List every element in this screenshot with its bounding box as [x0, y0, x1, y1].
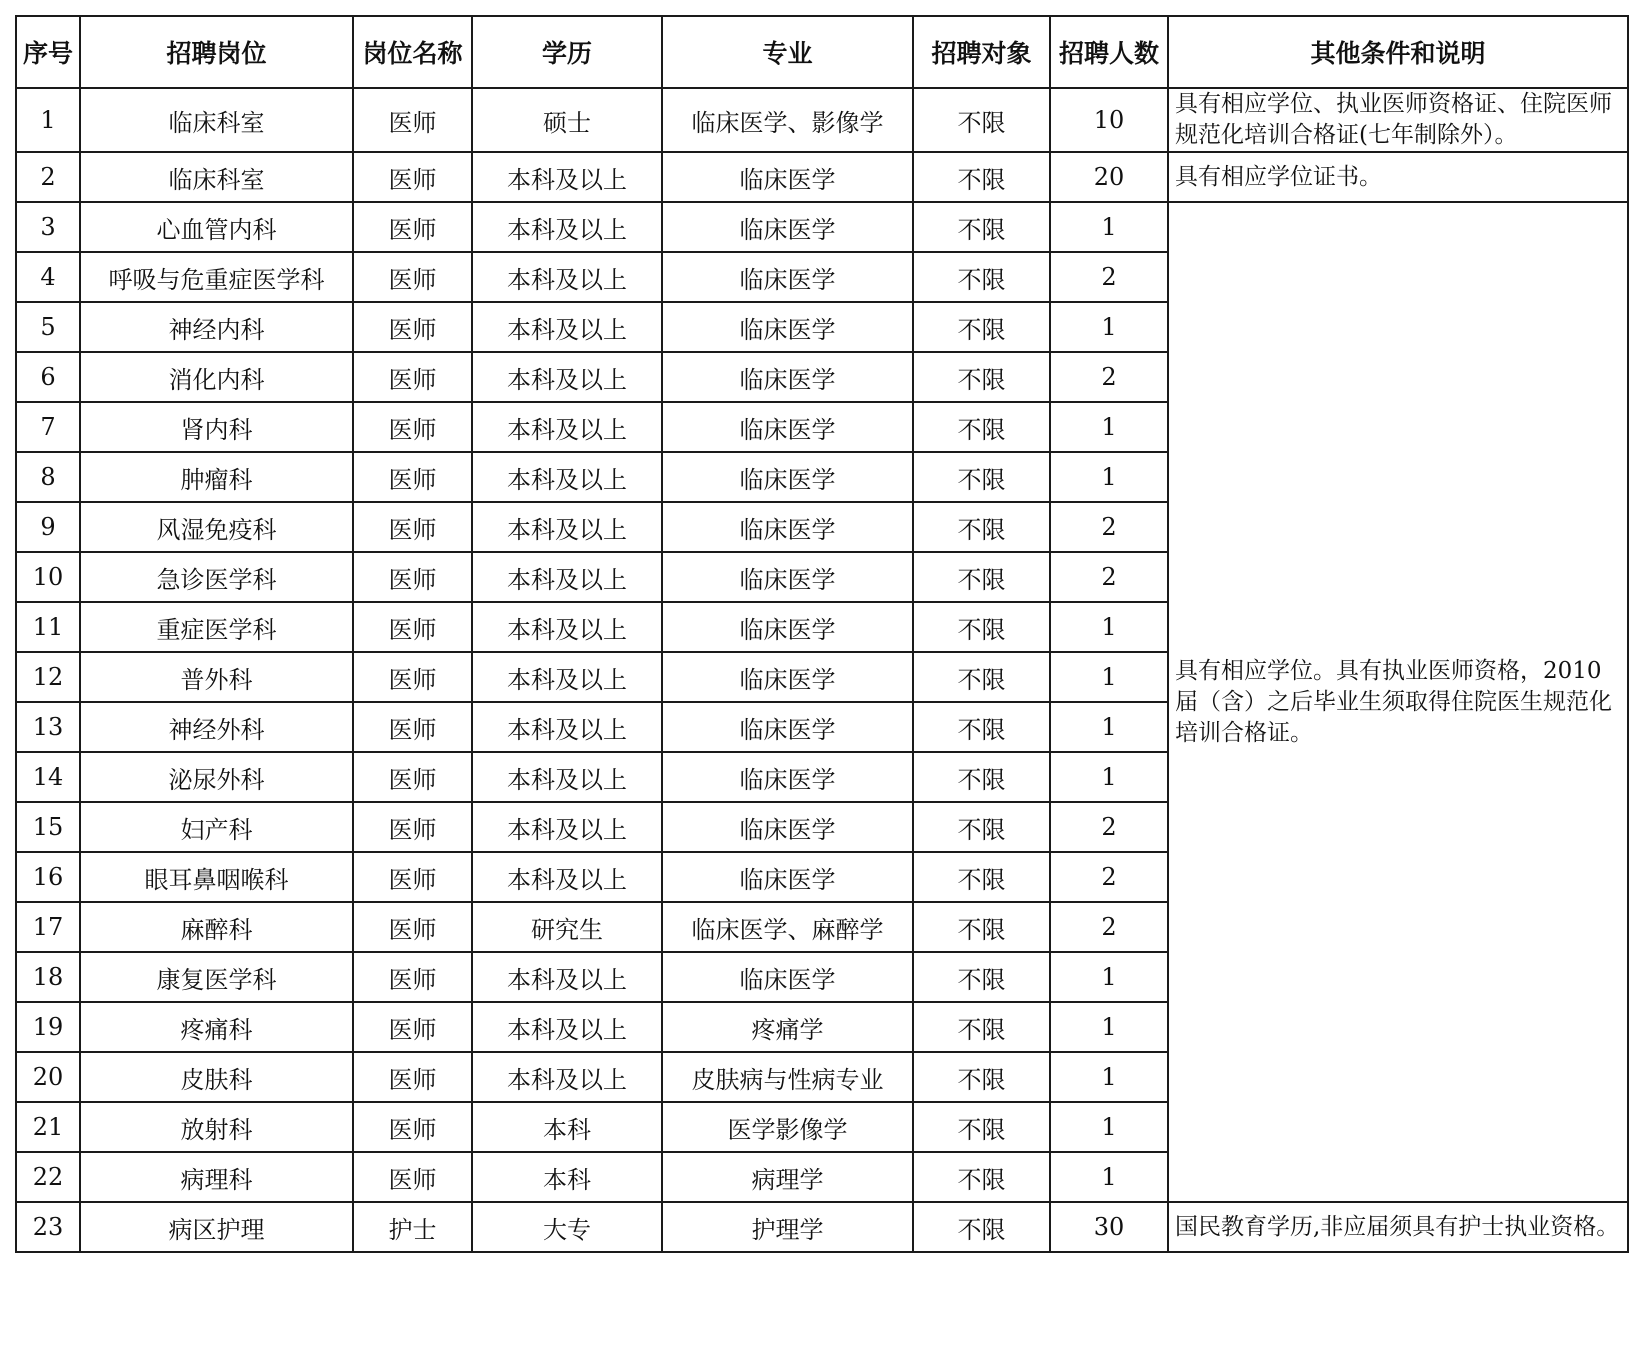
cell-major: 临床医学: [662, 852, 913, 902]
cell-position: 医师: [353, 602, 472, 652]
cell-major: 临床医学、影像学: [662, 88, 913, 152]
cell-notes: 具有相应学位证书。: [1168, 152, 1628, 202]
table-body: [16, 88, 1628, 1252]
cell-major: 皮肤病与性病专业: [662, 1052, 913, 1102]
cell-index: 23: [16, 1202, 80, 1252]
cell-notes: 具有相应学位。具有执业医师资格，2010届（含）之后毕业生须取得住院医生规范化培训合格证。: [1168, 202, 1628, 1202]
cell-target: 不限: [913, 852, 1050, 902]
cell-department: 肿瘤科: [80, 452, 353, 502]
cell-target: 不限: [913, 302, 1050, 352]
cell-count: 30: [1050, 1202, 1168, 1252]
cell-count: 10: [1050, 88, 1168, 152]
cell-education: 硕士: [472, 88, 662, 152]
cell-department: 普外科: [80, 652, 353, 702]
cell-education: 本科及以上: [472, 202, 662, 252]
cell-index: 14: [16, 752, 80, 802]
cell-position: 医师: [353, 502, 472, 552]
cell-count: 1: [1050, 1152, 1168, 1202]
cell-education: 本科及以上: [472, 152, 662, 202]
table-row: [16, 152, 1628, 202]
cell-count: 1: [1050, 1052, 1168, 1102]
cell-position: 医师: [353, 152, 472, 202]
cell-position: 医师: [353, 252, 472, 302]
cell-department: 康复医学科: [80, 952, 353, 1002]
cell-count: 1: [1050, 752, 1168, 802]
cell-department: 消化内科: [80, 352, 353, 402]
cell-position: 医师: [353, 1002, 472, 1052]
cell-index: 20: [16, 1052, 80, 1102]
cell-major: 临床医学: [662, 452, 913, 502]
cell-department: 放射科: [80, 1102, 353, 1152]
cell-target: 不限: [913, 202, 1050, 252]
cell-education: 研究生: [472, 902, 662, 952]
cell-major: 临床医学: [662, 152, 913, 202]
cell-count: 2: [1050, 252, 1168, 302]
cell-index: 7: [16, 402, 80, 452]
cell-department: 风湿免疫科: [80, 502, 353, 552]
cell-department: 急诊医学科: [80, 552, 353, 602]
cell-count: 2: [1050, 902, 1168, 952]
cell-education: 本科及以上: [472, 1052, 662, 1102]
cell-education: 本科及以上: [472, 502, 662, 552]
cell-position: 医师: [353, 852, 472, 902]
cell-index: 4: [16, 252, 80, 302]
cell-target: 不限: [913, 1152, 1050, 1202]
cell-index: 18: [16, 952, 80, 1002]
cell-notes: 具有相应学位、执业医师资格证、住院医师规范化培训合格证(七年制除外）。: [1168, 88, 1628, 152]
cell-position: 医师: [353, 1152, 472, 1202]
cell-target: 不限: [913, 352, 1050, 402]
cell-education: 本科及以上: [472, 452, 662, 502]
cell-education: 本科及以上: [472, 802, 662, 852]
cell-department: 泌尿外科: [80, 752, 353, 802]
cell-education: 本科及以上: [472, 702, 662, 752]
cell-target: 不限: [913, 752, 1050, 802]
cell-index: 1: [16, 88, 80, 152]
cell-position: 医师: [353, 1102, 472, 1152]
cell-index: 13: [16, 702, 80, 752]
cell-department: 重症医学科: [80, 602, 353, 652]
header-major: 专业: [662, 16, 913, 88]
header-notes: 其他条件和说明: [1168, 16, 1628, 88]
cell-target: 不限: [913, 88, 1050, 152]
cell-index: 19: [16, 1002, 80, 1052]
cell-education: 大专: [472, 1202, 662, 1252]
header-count: 招聘人数: [1050, 16, 1168, 88]
cell-major: 临床医学: [662, 652, 913, 702]
cell-position: 医师: [353, 302, 472, 352]
table-row: [16, 202, 1628, 252]
cell-position: 医师: [353, 452, 472, 502]
cell-department: 病理科: [80, 1152, 353, 1202]
cell-target: 不限: [913, 1102, 1050, 1152]
cell-major: 临床医学: [662, 252, 913, 302]
cell-count: 1: [1050, 952, 1168, 1002]
cell-major: 临床医学: [662, 302, 913, 352]
cell-education: 本科及以上: [472, 302, 662, 352]
cell-index: 9: [16, 502, 80, 552]
cell-notes: 国民教育学历,非应届须具有护士执业资格。: [1168, 1202, 1628, 1252]
cell-position: 医师: [353, 402, 472, 452]
cell-department: 呼吸与危重症医学科: [80, 252, 353, 302]
cell-education: 本科及以上: [472, 352, 662, 402]
cell-index: 17: [16, 902, 80, 952]
cell-major: 疼痛学: [662, 1002, 913, 1052]
cell-target: 不限: [913, 1052, 1050, 1102]
cell-major: 临床医学: [662, 602, 913, 652]
cell-department: 病区护理: [80, 1202, 353, 1252]
cell-target: 不限: [913, 802, 1050, 852]
cell-position: 医师: [353, 352, 472, 402]
cell-major: 临床医学: [662, 202, 913, 252]
cell-index: 10: [16, 552, 80, 602]
cell-count: 20: [1050, 152, 1168, 202]
cell-major: 临床医学: [662, 752, 913, 802]
cell-major: 临床医学: [662, 802, 913, 852]
cell-index: 5: [16, 302, 80, 352]
cell-index: 6: [16, 352, 80, 402]
cell-department: 眼耳鼻咽喉科: [80, 852, 353, 902]
cell-position: 医师: [353, 652, 472, 702]
header-education: 学历: [472, 16, 662, 88]
cell-department: 皮肤科: [80, 1052, 353, 1102]
cell-target: 不限: [913, 402, 1050, 452]
header-department: 招聘岗位: [80, 16, 353, 88]
cell-major: 临床医学: [662, 402, 913, 452]
recruitment-table: [15, 15, 1629, 1253]
cell-index: 11: [16, 602, 80, 652]
cell-target: 不限: [913, 702, 1050, 752]
cell-count: 1: [1050, 652, 1168, 702]
cell-target: 不限: [913, 952, 1050, 1002]
cell-education: 本科及以上: [472, 852, 662, 902]
header-position: 岗位名称: [353, 16, 472, 88]
cell-education: 本科及以上: [472, 602, 662, 652]
cell-index: 22: [16, 1152, 80, 1202]
header-index: 序号: [16, 16, 80, 88]
cell-education: 本科及以上: [472, 552, 662, 602]
cell-education: 本科及以上: [472, 252, 662, 302]
cell-major: 医学影像学: [662, 1102, 913, 1152]
cell-major: 临床医学: [662, 352, 913, 402]
cell-target: 不限: [913, 902, 1050, 952]
cell-index: 16: [16, 852, 80, 902]
cell-count: 1: [1050, 402, 1168, 452]
cell-department: 临床科室: [80, 88, 353, 152]
cell-target: 不限: [913, 152, 1050, 202]
cell-position: 护士: [353, 1202, 472, 1252]
cell-department: 肾内科: [80, 402, 353, 452]
cell-education: 本科及以上: [472, 952, 662, 1002]
cell-major: 临床医学: [662, 952, 913, 1002]
cell-position: 医师: [353, 902, 472, 952]
cell-target: 不限: [913, 252, 1050, 302]
cell-position: 医师: [353, 752, 472, 802]
cell-count: 2: [1050, 802, 1168, 852]
cell-target: 不限: [913, 1002, 1050, 1052]
cell-target: 不限: [913, 452, 1050, 502]
cell-count: 1: [1050, 452, 1168, 502]
cell-count: 2: [1050, 352, 1168, 402]
cell-count: 1: [1050, 1102, 1168, 1152]
cell-count: 1: [1050, 302, 1168, 352]
cell-education: 本科及以上: [472, 652, 662, 702]
cell-target: 不限: [913, 552, 1050, 602]
cell-position: 医师: [353, 802, 472, 852]
cell-position: 医师: [353, 202, 472, 252]
cell-major: 护理学: [662, 1202, 913, 1252]
cell-index: 21: [16, 1102, 80, 1152]
cell-count: 1: [1050, 702, 1168, 752]
table-row: [16, 88, 1628, 152]
cell-count: 2: [1050, 552, 1168, 602]
cell-count: 1: [1050, 602, 1168, 652]
cell-count: 1: [1050, 1002, 1168, 1052]
cell-target: 不限: [913, 652, 1050, 702]
cell-department: 临床科室: [80, 152, 353, 202]
cell-education: 本科及以上: [472, 402, 662, 452]
cell-department: 心血管内科: [80, 202, 353, 252]
header-target: 招聘对象: [913, 16, 1050, 88]
cell-education: 本科及以上: [472, 1002, 662, 1052]
cell-position: 医师: [353, 952, 472, 1002]
cell-count: 1: [1050, 202, 1168, 252]
cell-department: 神经外科: [80, 702, 353, 752]
cell-index: 2: [16, 152, 80, 202]
cell-index: 3: [16, 202, 80, 252]
cell-department: 神经内科: [80, 302, 353, 352]
cell-index: 12: [16, 652, 80, 702]
cell-index: 8: [16, 452, 80, 502]
cell-major: 临床医学: [662, 702, 913, 752]
cell-count: 2: [1050, 502, 1168, 552]
cell-major: 病理学: [662, 1152, 913, 1202]
cell-position: 医师: [353, 88, 472, 152]
cell-major: 临床医学、麻醉学: [662, 902, 913, 952]
cell-education: 本科及以上: [472, 752, 662, 802]
cell-department: 麻醉科: [80, 902, 353, 952]
cell-position: 医师: [353, 552, 472, 602]
cell-target: 不限: [913, 502, 1050, 552]
cell-position: 医师: [353, 702, 472, 752]
cell-target: 不限: [913, 602, 1050, 652]
header-row: [16, 16, 1628, 88]
cell-department: 疼痛科: [80, 1002, 353, 1052]
cell-index: 15: [16, 802, 80, 852]
cell-major: 临床医学: [662, 502, 913, 552]
cell-education: 本科: [472, 1102, 662, 1152]
table-row: [16, 1202, 1628, 1252]
cell-count: 2: [1050, 852, 1168, 902]
cell-target: 不限: [913, 1202, 1050, 1252]
cell-education: 本科: [472, 1152, 662, 1202]
cell-major: 临床医学: [662, 552, 913, 602]
cell-position: 医师: [353, 1052, 472, 1102]
cell-department: 妇产科: [80, 802, 353, 852]
